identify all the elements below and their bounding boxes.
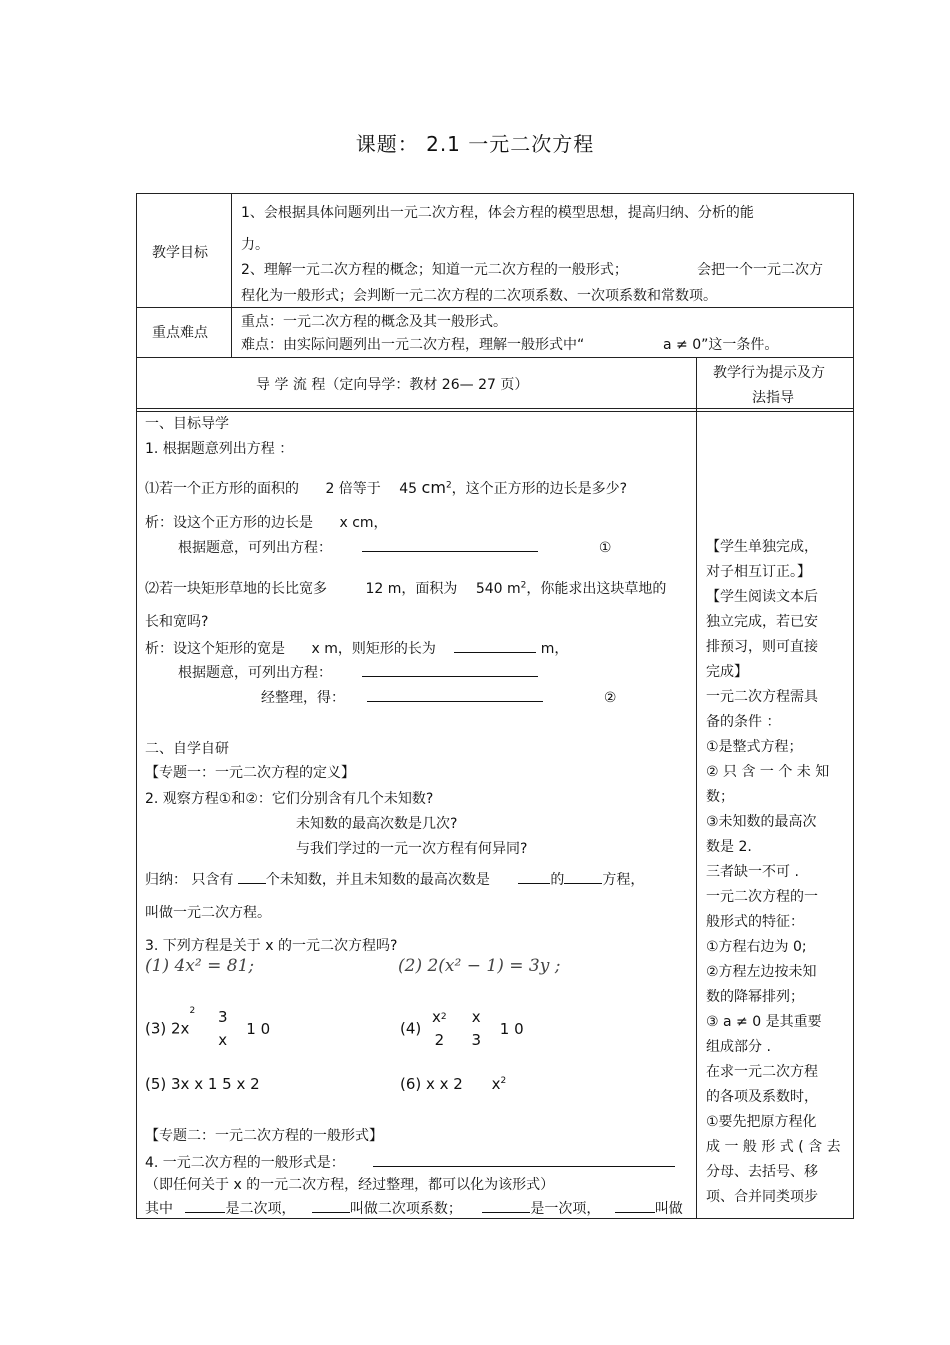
- problem-2-cont: 长和宽吗?: [145, 614, 209, 630]
- guidance-line: 一元二次方程需具: [706, 689, 818, 705]
- analysis-1-equation: [178, 537, 611, 557]
- answer-blank[interactable]: [454, 638, 536, 653]
- fraction-denominator: 3: [471, 1031, 481, 1049]
- guidance-line: 数是 2.: [706, 839, 752, 855]
- guidance-line: 独立完成，若已安: [706, 614, 818, 630]
- table-border-top: [136, 193, 854, 194]
- problem-2-part: ⑵若一块矩形草地的长比宽多: [145, 581, 327, 597]
- summary: [145, 869, 644, 889]
- fraction-numerator: 3: [217, 1008, 228, 1026]
- objectives-line: 会把一个一元二次方: [697, 262, 823, 278]
- answer-blank[interactable]: [312, 1198, 350, 1213]
- guidance-line: 完成】: [706, 664, 748, 680]
- equation-6-part: (6) x x 2: [400, 1075, 463, 1093]
- fraction: [218, 1006, 228, 1051]
- table-border-bottom: [136, 1218, 854, 1219]
- guidance-line: 【学生单独完成，: [706, 539, 818, 555]
- fraction: [471, 1006, 481, 1051]
- guidance-line: ③ a ≠ 0 是其重要: [706, 1014, 822, 1030]
- objectives-label: 教学目标: [152, 245, 208, 261]
- guidance-line: ② 只 含 一 个 未 知: [706, 764, 830, 780]
- table-row-divider: [136, 307, 854, 308]
- guidance-line: 对子相互订正。】: [706, 564, 811, 580]
- page-title: 课题： 2.1 一元二次方程: [355, 132, 595, 156]
- equation-3-part: (3) 2x: [145, 1019, 190, 1038]
- key-line: a ≠ 0”这一条件。: [663, 337, 779, 353]
- guidance-line: 的各项及系数时，: [706, 1089, 818, 1105]
- problem-1-part: ⑴若一个正方形的面积的: [145, 481, 299, 497]
- equation-6-part: x: [491, 1075, 501, 1093]
- table-col-divider: [231, 193, 232, 358]
- flow-header: 导 学 流 程（定向导学：教材 26— 27 页）: [256, 377, 529, 393]
- topic-heading: 【专题二：一元二次方程的一般形式】: [145, 1128, 383, 1144]
- answer-blank[interactable]: [518, 869, 550, 884]
- analysis-1-part: 根据题意，可列出方程：: [178, 540, 332, 556]
- question: 3. 下列方程是关于 x 的一元二次方程吗?: [145, 938, 398, 954]
- analysis-2-part: 析：设这个矩形的宽是: [145, 641, 285, 657]
- guidance-line: ①是整式方程；: [706, 739, 803, 755]
- guidance-line: 成 一 般 形 式 ( 含 去: [706, 1139, 841, 1155]
- equation-4: [400, 1006, 524, 1051]
- equation-4-part: 1 0: [499, 1019, 524, 1038]
- question-part: 其中: [145, 1201, 173, 1217]
- fraction-numerator: [432, 1006, 447, 1029]
- equation-6: [400, 1075, 506, 1093]
- fraction-var: x: [432, 1008, 441, 1026]
- section-heading: 一、目标导学: [145, 416, 229, 432]
- answer-blank[interactable]: [367, 687, 543, 702]
- answer-blank[interactable]: [564, 869, 602, 884]
- guidance-line: 分母、去括号、移: [706, 1164, 818, 1180]
- answer-blank[interactable]: [615, 1198, 655, 1213]
- section-heading: 二、自学自研: [145, 741, 229, 757]
- guidance-line: ②方程左边按未知: [706, 964, 817, 980]
- summary-part: 个未知数，并且未知数的最高次数是: [265, 872, 490, 888]
- problem-2: [145, 578, 666, 598]
- equation-5: (5) 3x x 1 5 x 2: [145, 1075, 260, 1093]
- table-row-divider: [136, 408, 854, 409]
- question-part: 是一次项，: [530, 1201, 601, 1217]
- equation-number: ①: [598, 540, 612, 556]
- guidance-line: 在求一元二次方程: [706, 1064, 818, 1080]
- problem-1-part: ，这个正方形的边长是多少?: [451, 481, 628, 497]
- equation-4-part: (4): [400, 1019, 422, 1038]
- question-part: 4. 一元二次方程的一般形式是：: [145, 1155, 345, 1171]
- guidance-line: 组成部分 .: [706, 1039, 771, 1055]
- problem-1-unit: cm: [421, 478, 446, 497]
- question: 2. 观察方程①和②：它们分别含有几个未知数?: [145, 791, 434, 807]
- question-part: 叫做二次项系数；: [349, 1201, 462, 1217]
- key-line: 重点：一元二次方程的概念及其一般形式。: [241, 314, 507, 330]
- question: [145, 1198, 683, 1218]
- table-border-right: [853, 193, 854, 1219]
- fraction: [432, 1006, 447, 1051]
- analysis-2-part: 根据题意，可列出方程：: [178, 665, 332, 681]
- objectives-line: 1、会根据具体问题列出一元二次方程，体会方程的模型思想，提高归纳、分析的能: [241, 205, 754, 221]
- question-part: 是二次项，: [225, 1201, 296, 1217]
- guidance-line: ①要先把原方程化: [706, 1114, 817, 1130]
- analysis-2-simplified: [261, 687, 616, 707]
- question: 与我们学过的一元一次方程有何异同?: [296, 841, 528, 857]
- guidance-line: 排预习，则可直接: [706, 639, 818, 655]
- question-part: 叫做: [654, 1201, 683, 1217]
- answer-blank[interactable]: [185, 1198, 225, 1213]
- analysis-1-part: 析：设这个正方形的边长是: [145, 515, 313, 531]
- question: [145, 1152, 675, 1172]
- analysis-1-part: x cm，: [339, 515, 388, 531]
- objectives-line: 程化为一般形式；会判断一元二次方程的二次项系数、一次项系数和常数项。: [241, 288, 717, 304]
- problem-2-part: 540 m: [475, 581, 521, 597]
- fraction-exponent: 2: [440, 1012, 447, 1022]
- equation-3-part: 1 0: [246, 1019, 271, 1038]
- fraction-denominator: 2: [434, 1031, 445, 1049]
- answer-blank[interactable]: [373, 1152, 675, 1167]
- guidance-line: ①方程右边为 0;: [706, 939, 807, 955]
- problem-1-exponent: 2: [445, 480, 452, 491]
- topic-heading: 【专题一：一元二次方程的定义】: [145, 765, 355, 781]
- answer-blank[interactable]: [482, 1198, 530, 1213]
- guidance-line: 数的降幂排列；: [706, 989, 804, 1005]
- guidance-line: 备的条件 ：: [706, 714, 781, 730]
- fraction-denominator: x: [218, 1031, 228, 1049]
- guidance-column: [706, 535, 850, 1210]
- equation-6-exponent: 2: [500, 1076, 507, 1086]
- problem-1-part: 2 倍等于: [325, 481, 381, 497]
- summary-cont: 叫做一元二次方程。: [145, 905, 271, 921]
- answer-blank[interactable]: [238, 869, 266, 884]
- summary-part: 方程，: [602, 872, 645, 888]
- problem-1: [145, 478, 627, 498]
- fraction-numerator: x: [471, 1008, 481, 1026]
- table-border-left: [136, 193, 137, 1219]
- guidance-line: 一元二次方程的一: [706, 889, 818, 905]
- guidance-line: 项、合并同类项步: [706, 1189, 818, 1205]
- equation-1: (1) 4x² = 81;: [145, 956, 255, 976]
- objectives-line: 2、理解一元二次方程的概念；知道一元二次方程的一般形式；: [241, 262, 628, 278]
- answer-blank[interactable]: [362, 537, 538, 552]
- objectives-line: 力。: [241, 237, 269, 253]
- table-col-divider: [696, 357, 697, 1219]
- table-row-divider: [136, 357, 854, 358]
- analysis-2-part: 经整理，得：: [261, 690, 345, 706]
- guidance-line: ③未知数的最高次: [706, 814, 817, 830]
- table-row-divider: [136, 411, 854, 412]
- question: 未知数的最高次数是几次?: [296, 816, 458, 832]
- question-note: （即任何关于 x 的一元二次方程，经过整理，都可以化为该形式）: [145, 1177, 555, 1193]
- equation-2: (2) 2(x² − 1) = 3y ;: [398, 956, 561, 976]
- analysis-2-part: m，: [540, 641, 569, 657]
- problem-2-part: ，你能求出这块草地的: [526, 581, 667, 597]
- summary-part: 的: [550, 872, 565, 888]
- question: 1. 根据题意列出方程 ：: [145, 441, 294, 457]
- equation-3: [145, 1006, 270, 1051]
- problem-1-part: 45: [399, 481, 418, 497]
- problem-2-exponent: 2: [520, 580, 527, 591]
- key-line: 难点：由实际问题列出一元二次方程，理解一般形式中“: [241, 337, 585, 353]
- analysis-2: [145, 638, 568, 658]
- key-label: 重点难点: [152, 325, 208, 341]
- guide-header: 教学行为提示及方: [713, 365, 825, 381]
- equation-3-exponent: 2: [189, 1006, 196, 1016]
- guidance-line: 数；: [706, 789, 734, 805]
- summary-part: 归纳： 只含有: [145, 872, 234, 888]
- analysis-2-part: x m，则矩形的长为: [311, 641, 436, 657]
- answer-blank[interactable]: [362, 662, 538, 677]
- problem-2-part: 12 m，面积为: [365, 581, 458, 597]
- guidance-line: 般形式的特征：: [706, 914, 804, 930]
- analysis-2-equation: [178, 662, 538, 682]
- guide-header: 法指导: [752, 390, 794, 406]
- guidance-line: 【学生阅读文本后: [706, 589, 818, 605]
- guidance-line: 三者缺一不可 .: [706, 864, 799, 880]
- equation-number: ②: [603, 690, 617, 706]
- analysis-1: [145, 512, 388, 532]
